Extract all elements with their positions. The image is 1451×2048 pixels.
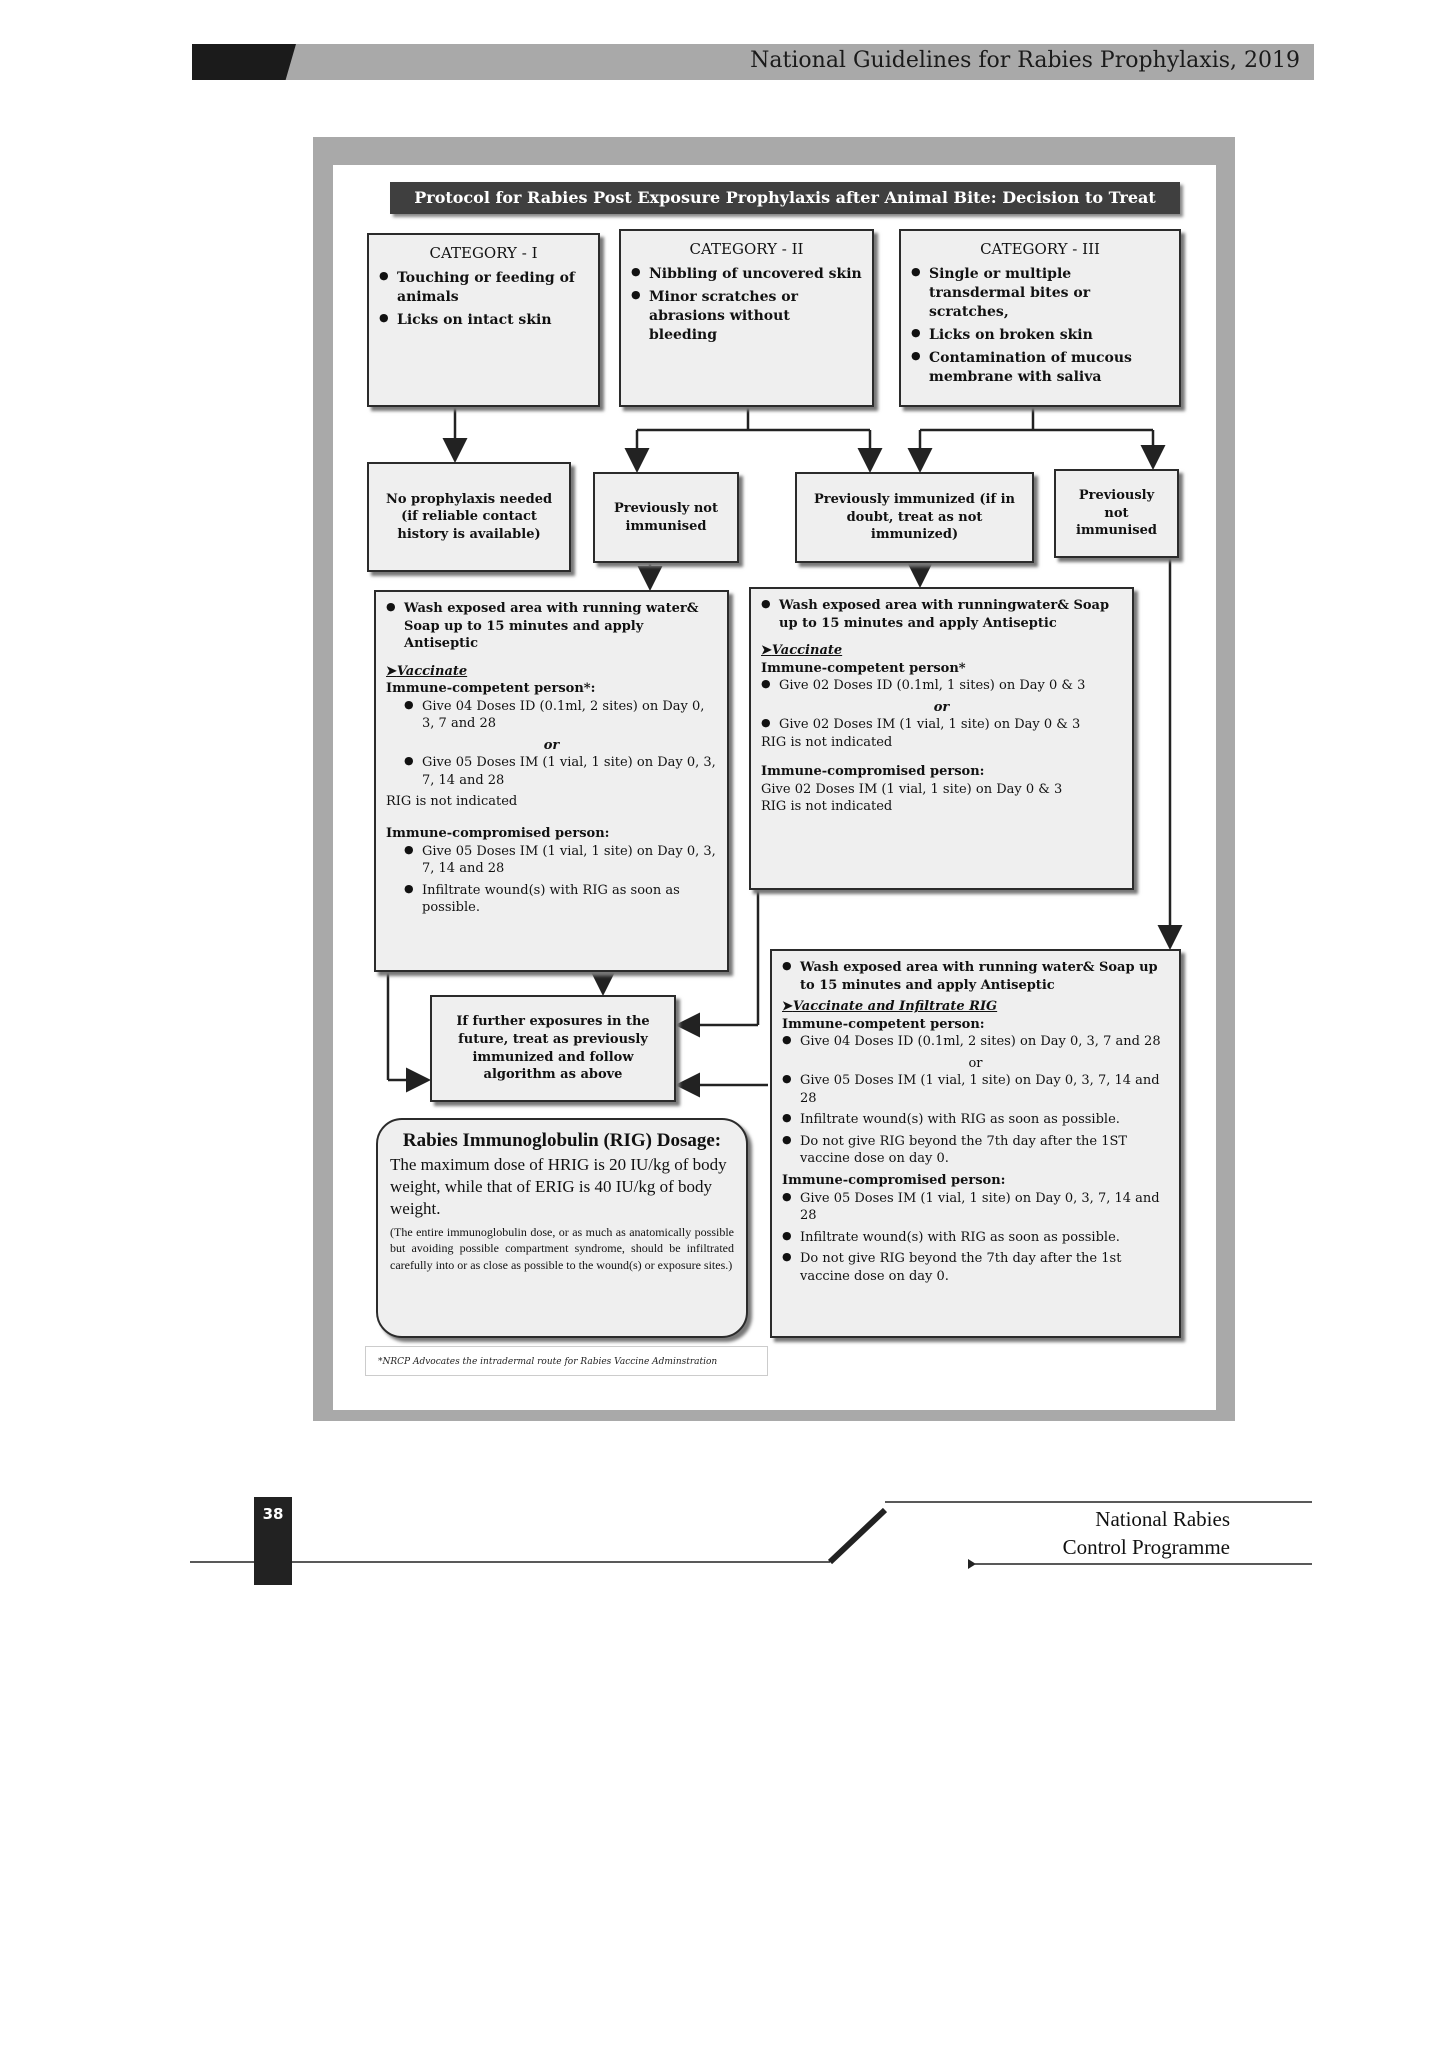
dose-option: ● Give 05 Doses IM (1 vial, 1 site) on Day 0, 3, 7, 14 and 28 xyxy=(404,754,717,789)
immune-competent-heading: Immune-competent person* xyxy=(761,660,966,676)
vaccinate-heading: ➤ Vaccinate xyxy=(761,642,1122,660)
category-3-item: ● Contamination of mucous membrane with saliva xyxy=(911,349,1169,387)
rig-dosage-title: Rabies Immunoglobulin (RIG) Dosage: xyxy=(402,1130,722,1151)
dose-option: ● Give 05 Doses IM (1 vial, 1 site) on Day 0, 3, 7, 14 and 28 xyxy=(782,1072,1169,1107)
rig-not-indicated: RIG is not indicated xyxy=(761,734,893,750)
flowchart-title: Protocol for Rabies Post Exposure Prophylaxis after Animal Bite: Decision to Treat xyxy=(390,182,1180,214)
dose-option: ● Give 04 Doses ID (0.1ml, 2 sites) on Day 0, 3, 7 and 28 xyxy=(782,1033,1169,1051)
immune-competent-heading: Immune-competent person: xyxy=(782,1016,985,1032)
or-label: or xyxy=(543,737,560,753)
footer-line-1: National Rabies xyxy=(1095,1507,1230,1531)
prev-immunized-box: Previously immunized (if in doubt, treat as not immunized) xyxy=(795,472,1034,563)
compromised-rig: RIG is not indicated xyxy=(761,799,893,815)
dose-option: ● Give 05 Doses IM (1 vial, 1 site) on Day 0, 3, 7, 14 and 28 xyxy=(782,1190,1169,1225)
vaccinate-heading: ➤ Vaccinate and Infiltrate RIG xyxy=(782,998,1169,1016)
dose-option: ● Do not give RIG beyond the 7th day after the 1st vaccine dose on day 0. xyxy=(782,1250,1169,1285)
immune-competent-heading: Immune-competent person*: xyxy=(386,681,596,697)
future-exposure-box: If further exposures in the future, treat as previously immunized and follow algorithm as above xyxy=(430,995,676,1102)
dose-option: ● Infiltrate wound(s) with RIG as soon as possible. xyxy=(782,1111,1169,1129)
immune-compromised-heading: Immune-compromised person: xyxy=(761,764,985,780)
wash-instruction: ● Wash exposed area with running water& Soap up to 15 minutes and apply Antiseptic xyxy=(782,959,1169,994)
category-2-heading: CATEGORY - II xyxy=(689,240,804,258)
or-label: or xyxy=(933,699,950,715)
or-label: or xyxy=(968,1055,983,1071)
footer-programme xyxy=(990,1505,1230,1562)
document-title: National Guidelines for Rabies Prophylaxis, 2019 xyxy=(750,48,1300,73)
category-1-item: ● Touching or feeding of animals xyxy=(379,269,588,307)
rig-dosage-note: (The entire immunoglobulin dose, or as much as anatomically possible but avoiding possible compartment syndrome, should be infiltrated carefully into or as close as possible to the wound(s) or exposure sites.) xyxy=(390,1225,734,1272)
dose-option: ● Give 05 Doses IM (1 vial, 1 site) on Day 0, 3, 7, 14 and 28 xyxy=(404,843,717,878)
category-3-item: ● Licks on broken skin xyxy=(911,326,1169,345)
wash-instruction: ● Wash exposed area with running water& Soap up to 15 minutes and apply Antiseptic xyxy=(386,600,717,653)
dose-option: ● Give 02 Doses ID (0.1ml, 1 sites) on Day 0 & 3 xyxy=(761,677,1122,695)
dose-option: ● Infiltrate wound(s) with RIG as soon as possible. xyxy=(404,882,717,917)
category-2-item: ● Minor scratches or abrasions without bleeding xyxy=(631,288,862,345)
dose-option: ● Give 02 Doses IM (1 vial, 1 site) on Day 0 & 3 xyxy=(761,716,1122,734)
prev-not-immunised-right-box: Previously not immunised xyxy=(1054,469,1179,558)
dose-option: ● Infiltrate wound(s) with RIG as soon as possible. xyxy=(782,1229,1169,1247)
prev-not-immunised-left-box: Previously not immunised xyxy=(593,472,739,563)
wash-instruction: ● Wash exposed area with runningwater& Soap up to 15 minutes and apply Antiseptic xyxy=(761,597,1122,632)
no-prophylaxis-box: No prophylaxis needed (if reliable contact history is available) xyxy=(367,462,571,572)
immune-compromised-heading: Immune-compromised person: xyxy=(386,826,610,842)
footnote: *NRCP Advocates the intradermal route for Rabies Vaccine Adminstration xyxy=(365,1346,768,1376)
category-3-heading: CATEGORY - III xyxy=(980,240,1100,258)
compromised-dose: Give 02 Doses IM (1 vial, 1 site) on Day 0 & 3 xyxy=(761,781,1063,797)
category-1-heading: CATEGORY - I xyxy=(429,244,538,262)
rig-not-indicated: RIG is not indicated xyxy=(386,794,518,810)
page-number: 38 xyxy=(254,1497,292,1585)
rig-dosage-main: The maximum dose of HRIG is 20 IU/kg of body weight, while that of ERIG is 40 IU/kg of body weight. xyxy=(390,1155,727,1219)
category-1-item: ● Licks on intact skin xyxy=(379,311,588,330)
dose-option: ● Do not give RIG beyond the 7th day after the 1ST vaccine dose on day 0. xyxy=(782,1133,1169,1168)
vaccinate-heading: ➤ Vaccinate xyxy=(386,663,717,681)
footer-line-2: Control Programme xyxy=(1062,1535,1230,1560)
category-3-item: ● Single or multiple transdermal bites or scratches, xyxy=(911,265,1169,322)
dose-option: ● Give 04 Doses ID (0.1ml, 2 sites) on Day 0, 3, 7 and 28 xyxy=(404,698,717,733)
category-2-item: ● Nibbling of uncovered skin xyxy=(631,265,862,284)
immune-compromised-heading: Immune-compromised person: xyxy=(782,1173,1006,1189)
